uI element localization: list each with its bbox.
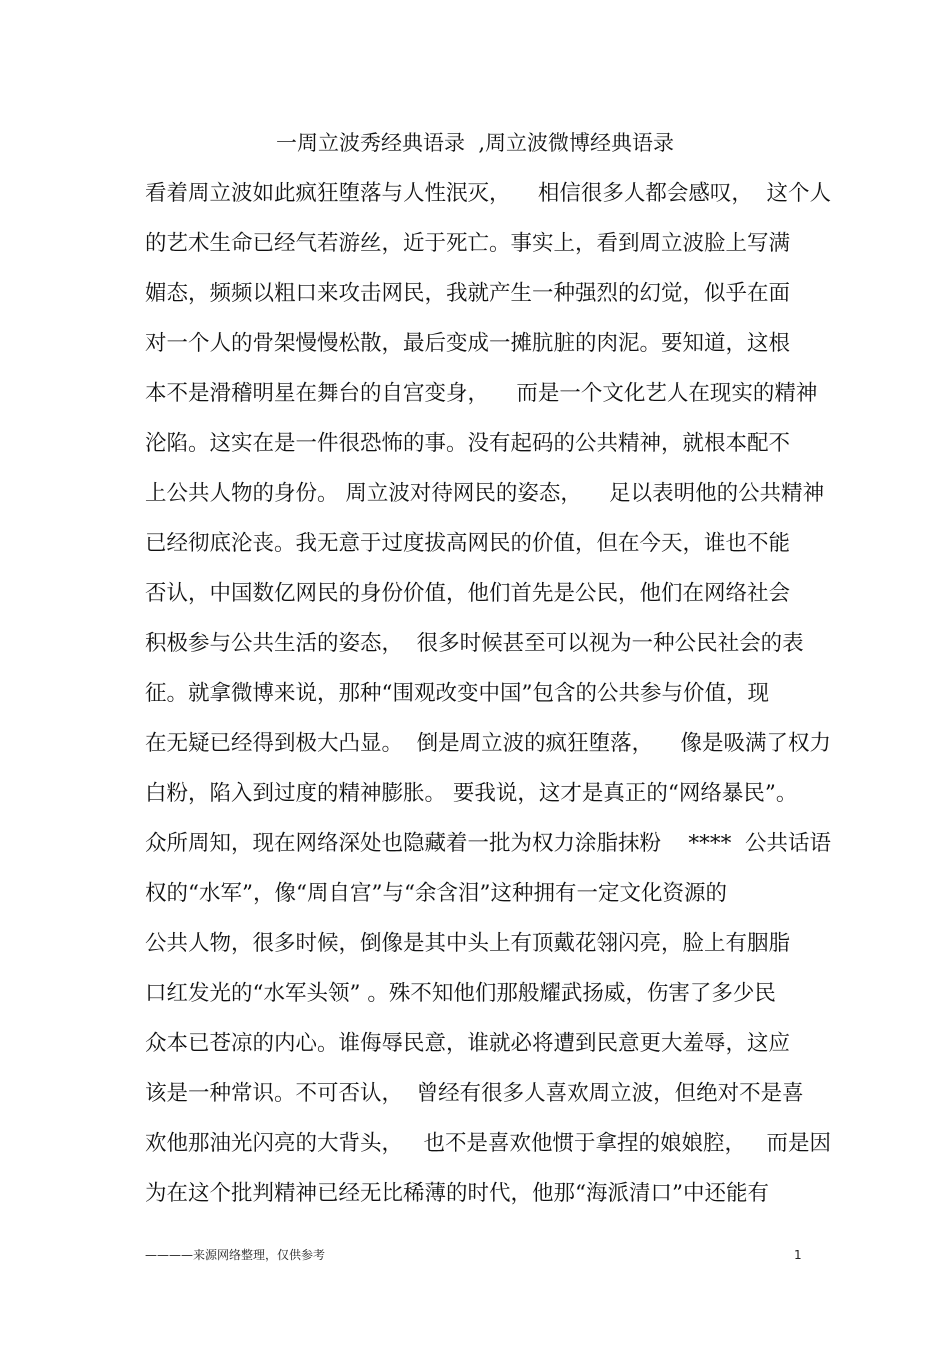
body-line: 看着周立波如此疯狂堕落与人性泯灭， 相信很多人都会感叹， 这个人 (145, 181, 832, 206)
body-line: 媚态，频频以粗口来攻击网民，我就产生一种强烈的幻觉，似乎在面 (145, 281, 791, 306)
footer-source-note: ————来源网络整理，仅供参考 (145, 1248, 326, 1262)
body-line: 对一个人的骨架慢慢松散，最后变成一摊肮脏的肉泥。要知道，这根 (145, 331, 791, 356)
body-line: 该是一种常识。不可否认， 曾经有很多人喜欢周立波，但绝对不是喜 (145, 1081, 804, 1106)
article-body (145, 176, 832, 1226)
body-line: 口红发光的“水军头领” 。殊不知他们那般耀武扬威，伤害了多少民 (145, 981, 776, 1006)
body-line: 在无疑已经得到极大凸显。 倒是周立波的疯狂堕落， 像是吸满了权力 (145, 731, 832, 756)
page-number: 1 (794, 1248, 802, 1262)
body-line: 已经彻底沦丧。我无意于过度拔高网民的价值，但在今天，谁也不能 (145, 531, 791, 556)
body-line: 欢他那油光闪亮的大背头， 也不是喜欢他惯于拿捏的娘娘腔， 而是因 (145, 1131, 832, 1156)
body-line: 为在这个批判精神已经无比稀薄的时代，他那“海派清口”中还能有 (145, 1181, 769, 1206)
body-line: 白粉，陷入到过度的精神膨胀。 要我说，这才是真正的“网络暴民”。 (145, 781, 798, 806)
body-line: 众所周知，现在网络深处也隐藏着一批为权力涂脂抹粉 **** 公共话语 (145, 831, 832, 856)
body-line: 上公共人物的身份。 周立波对待网民的姿态， 足以表明他的公共精神 (145, 481, 825, 506)
document-title: 一周立波秀经典语录 ,周立波微博经典语录 (275, 131, 675, 155)
body-line: 沦陷。这实在是一件很恐怖的事。没有起码的公共精神，就根本配不 (145, 431, 791, 456)
body-line: 否认，中国数亿网民的身份价值，他们首先是公民，他们在网络社会 (145, 581, 791, 606)
body-line: 众本已苍凉的内心。谁侮辱民意，谁就必将遭到民意更大羞辱，这应 (145, 1031, 791, 1056)
body-line: 本不是滑稽明星在舞台的自宫变身， 而是一个文化艺人在现实的精神 (145, 381, 818, 406)
body-line: 的艺术生命已经气若游丝，近于死亡。事实上，看到周立波脸上写满 (145, 231, 791, 256)
body-line: 公共人物，很多时候，倒像是其中头上有顶戴花翎闪亮，脸上有胭脂 (145, 931, 791, 956)
body-line: 积极参与公共生活的姿态， 很多时候甚至可以视为一种公民社会的表 (145, 631, 804, 656)
body-line: 权的“水军”，像“周自宫”与“余含泪”这种拥有一定文化资源的 (145, 881, 727, 906)
body-line: 征。就拿微博来说，那种“围观改变中国”包含的公共参与价值，现 (145, 681, 769, 706)
